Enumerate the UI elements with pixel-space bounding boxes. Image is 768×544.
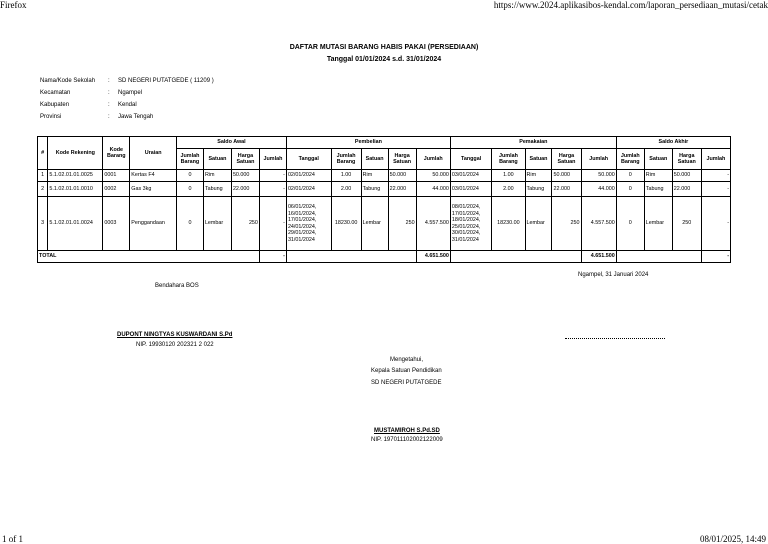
info-row-kecamatan: Kecamatan : Ngampel (40, 90, 214, 102)
cell-sa-jumlah: - (259, 197, 286, 251)
cell-pb-harga: 50.000 (388, 170, 416, 182)
cell-sa-harga: 250 (231, 197, 259, 251)
cell-sa-harga: 22.000 (231, 182, 259, 197)
cell-pk-jumlah: 50.000 (581, 170, 616, 182)
cell-sa-satuan: Tabung (203, 182, 231, 197)
total-pembelian: 4.651.500 (416, 251, 450, 263)
cell-sa-jumlah: - (259, 170, 286, 182)
cell-pk-satuan: Lembar (525, 197, 552, 251)
table-row (38, 197, 731, 251)
col-pb-tanggal: Tanggal (286, 149, 331, 170)
print-header-title: Firefox (0, 0, 27, 10)
cell-pb-jumlah-barang: 18230.00 (331, 197, 361, 251)
total-label: TOTAL (38, 251, 260, 263)
place-date: Ngampel, 31 Januari 2024 (578, 272, 649, 278)
col-sa-jumlah: Jumlah (259, 149, 286, 170)
group-saldo-akhir: Saldo Akhir (616, 137, 730, 149)
cell-pk-satuan: Rim (525, 170, 552, 182)
cell-kode-rekening: 5.1.02.01.01.0010 (48, 182, 103, 197)
info-value: Jawa Tengah (118, 114, 154, 120)
col-pb-harga-satuan: Harga Satuan (388, 149, 416, 170)
school-info (40, 78, 214, 126)
cell-pk-jumlah: 44.000 (581, 182, 616, 197)
cell-pb-jumlah: 4.557.500 (416, 197, 450, 251)
col-pb-satuan: Satuan (361, 149, 388, 170)
cell-ak-jumlah-barang: 0 (616, 197, 644, 251)
table-row (38, 182, 731, 197)
table-row (38, 170, 731, 182)
total-spacer (616, 251, 701, 263)
cell-pb-harga: 250 (388, 197, 416, 251)
cell-sa-satuan: Rim (203, 170, 231, 182)
col-kode-barang: Kode Barang (103, 137, 130, 170)
cell-ak-jumlah-barang: 0 (616, 182, 644, 197)
cell-pk-harga: 50.000 (552, 170, 581, 182)
cell-pk-jumlah: 4.557.500 (581, 197, 616, 251)
total-spacer (286, 251, 416, 263)
info-row-provinsi: Provinsi : Jawa Tengah (40, 114, 214, 126)
group-pemakaian: Pemakaian (450, 137, 616, 149)
cell-pk-harga: 22.000 (552, 182, 581, 197)
bendahara-name: DUPONT NINGTYAS KUSWARDANI S.Pd (117, 332, 233, 338)
group-pembelian: Pembelian (286, 137, 450, 149)
cell-pk-jumlah-barang: 1.00 (492, 170, 525, 182)
cell-pk-jumlah-barang: 2.00 (492, 182, 525, 197)
col-pk-jumlah-barang: Jumlah Barang (492, 149, 525, 170)
print-header-url: https://www.2024.aplikasibos-kendal.com/laporan_persediaan_mutasi/cetak (493, 0, 768, 10)
cell-sa-jumlah: - (259, 182, 286, 197)
cell-pb-jumlah-barang: 1.00 (331, 170, 361, 182)
signature-line (565, 334, 665, 339)
cell-pb-jumlah-barang: 2.00 (331, 182, 361, 197)
col-sa-jumlah-barang: Jumlah Barang (176, 149, 203, 170)
cell-ak-harga: 250 (672, 197, 701, 251)
cell-ak-harga: 50.000 (672, 170, 701, 182)
cell-pk-tanggal: 03/01/2024 (450, 182, 491, 197)
col-uraian: Uraian (130, 137, 177, 170)
info-label: Nama/Kode Sekolah (40, 78, 96, 84)
kepala-name: MUSTAMIROH S.Pd.SD (374, 428, 440, 434)
col-sa-harga-satuan: Harga Satuan (231, 149, 259, 170)
cell-pk-satuan: Tabung (525, 182, 552, 197)
cell-ak-jumlah: - (701, 170, 730, 182)
total-saldo-akhir: - (701, 251, 730, 263)
cell-sa-satuan: Lembar (203, 197, 231, 251)
cell-sa-jumlah-barang: 0 (176, 170, 203, 182)
cell-pk-tanggal: 08/01/2024, 17/01/2024, 18/01/2024, 25/01/2024, 30/01/2024, 31/01/2024 (450, 197, 491, 251)
group-saldo-awal: Saldo Awal (176, 137, 286, 149)
total-row (38, 251, 731, 263)
col-pk-tanggal: Tanggal (450, 149, 491, 170)
info-label: Kabupaten (40, 102, 70, 108)
col-sa-satuan: Satuan (203, 149, 231, 170)
cell-ak-jumlah: - (701, 182, 730, 197)
cell-pb-satuan: Rim (361, 170, 388, 182)
kepala-title: Kepala Satuan Pendidikan (371, 368, 442, 374)
cell-sa-jumlah-barang: 0 (176, 182, 203, 197)
cell-kode-barang: 0003 (103, 197, 130, 251)
cell-pb-satuan: Tabung (361, 182, 388, 197)
school-name: SD NEGERI PUTATGEDE (371, 380, 442, 386)
cell-pk-tanggal: 03/01/2024 (450, 170, 491, 182)
info-value: Kendal (118, 102, 137, 108)
cell-ak-jumlah-barang: 0 (616, 170, 644, 182)
cell-ak-satuan: Rim (644, 170, 672, 182)
mengetahui-label: Mengetahui, (390, 357, 424, 363)
col-ak-jumlah: Jumlah (701, 149, 730, 170)
document-subtitle: Tanggal 01/01/2024 s.d. 31/01/2024 (326, 56, 442, 63)
cell-pk-jumlah-barang: 18230.00 (492, 197, 525, 251)
info-value: Ngampel (118, 90, 143, 96)
cell-pb-jumlah: 44.000 (416, 182, 450, 197)
cell-uraian: Gas 3kg (130, 182, 177, 197)
col-kode-rekening: Kode Rekening (48, 137, 103, 170)
cell-uraian: Penggandaan (130, 197, 177, 251)
mutation-table (37, 136, 731, 263)
col-pk-jumlah: Jumlah (581, 149, 616, 170)
cell-sa-jumlah-barang: 0 (176, 197, 203, 251)
cell-ak-jumlah: - (701, 197, 730, 251)
total-spacer (450, 251, 581, 263)
col-ak-jumlah-barang: Jumlah Barang (616, 149, 644, 170)
bendahara-title: Bendahara BOS (155, 283, 199, 289)
cell-no: 1 (38, 170, 48, 182)
cell-kode-rekening: 5.1.02.01.01.0025 (48, 170, 103, 182)
cell-ak-satuan: Tabung (644, 182, 672, 197)
cell-sa-harga: 50.000 (231, 170, 259, 182)
col-pb-jumlah-barang: Jumlah Barang (331, 149, 361, 170)
cell-pb-tanggal: 06/01/2024, 16/01/2024, 17/01/2024, 24/01/2024, 29/01/2024, 31/01/2024 (286, 197, 331, 251)
cell-kode-barang: 0002 (103, 182, 130, 197)
document-title: DAFTAR MUTASI BARANG HABIS PAKAI (PERSEDIAAN) (289, 44, 479, 51)
info-value: SD NEGERI PUTATGEDE ( 11209 ) (118, 78, 214, 84)
print-footer-page: 1 of 1 (2, 534, 23, 544)
col-pk-satuan: Satuan (525, 149, 552, 170)
kepala-nip: NIP. 197011102002122009 (371, 437, 443, 443)
total-pemakaian: 4.651.500 (581, 251, 616, 263)
cell-no: 2 (38, 182, 48, 197)
bendahara-nip: NIP. 19930120 202321 2 022 (136, 342, 214, 348)
cell-pb-harga: 22.000 (388, 182, 416, 197)
info-row-kabupaten: Kabupaten : Kendal (40, 102, 214, 114)
print-footer-datetime: 08/01/2025, 14:49 (699, 534, 766, 544)
cell-pb-tanggal: 02/01/2024 (286, 182, 331, 197)
total-saldo-awal: - (259, 251, 286, 263)
cell-kode-rekening: 5.1.02.01.01.0024 (48, 197, 103, 251)
info-label: Kecamatan (40, 90, 71, 96)
col-no: # (38, 137, 48, 170)
cell-uraian: Kertas F4 (130, 170, 177, 182)
cell-pb-tanggal: 02/01/2024 (286, 170, 331, 182)
col-pb-jumlah: Jumlah (416, 149, 450, 170)
info-row-school: Nama/Kode Sekolah : SD NEGERI PUTATGEDE ( 11209 ) (40, 78, 214, 90)
cell-ak-harga: 22.000 (672, 182, 701, 197)
cell-no: 3 (38, 197, 48, 251)
cell-ak-satuan: Lembar (644, 197, 672, 251)
cell-pk-harga: 250 (552, 197, 581, 251)
col-ak-harga-satuan: Harga Satuan (672, 149, 701, 170)
col-ak-satuan: Satuan (644, 149, 672, 170)
cell-pb-satuan: Lembar (361, 197, 388, 251)
col-pk-harga-satuan: Harga Satuan (552, 149, 581, 170)
cell-pb-jumlah: 50.000 (416, 170, 450, 182)
cell-kode-barang: 0001 (103, 170, 130, 182)
info-label: Provinsi (40, 114, 62, 120)
